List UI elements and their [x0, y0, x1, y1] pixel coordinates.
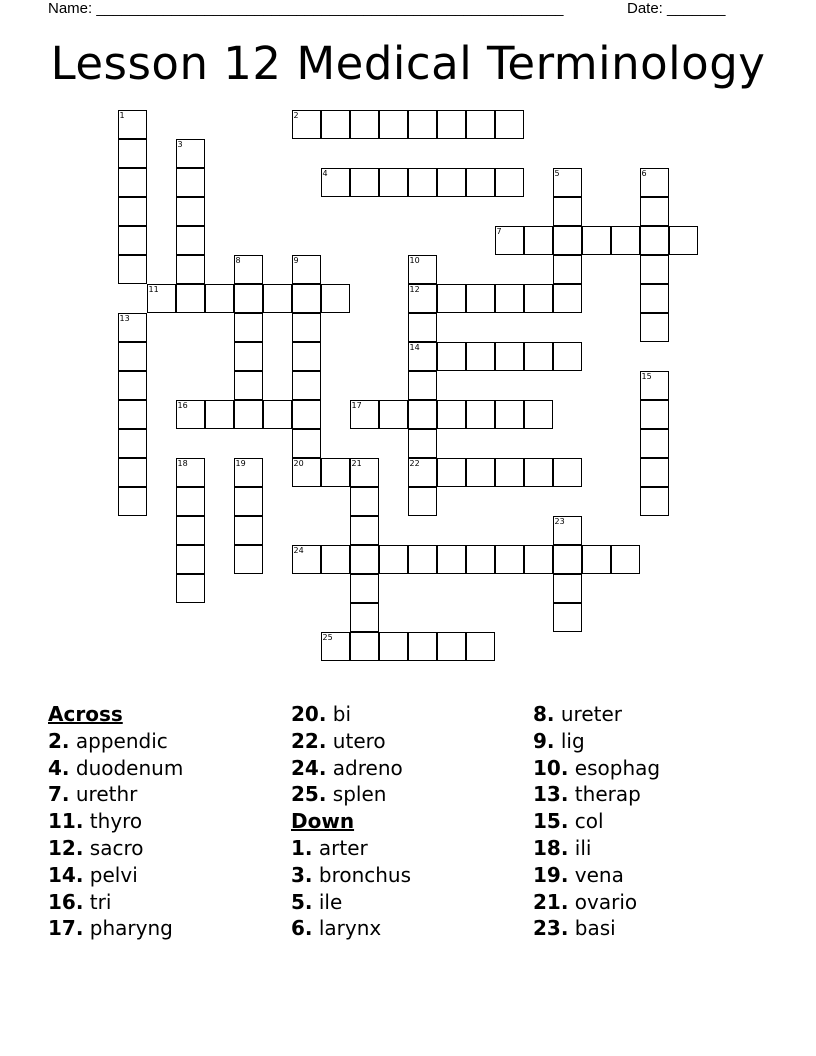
crossword-cell[interactable]: [495, 400, 524, 429]
crossword-cell[interactable]: [176, 487, 205, 516]
clue-number: 24: [293, 546, 304, 555]
clue-item-number: 2.: [48, 728, 70, 753]
crossword-cell[interactable]: [118, 255, 147, 284]
crossword-cell[interactable]: [292, 342, 321, 371]
crossword-cell[interactable]: [466, 545, 495, 574]
clue-item-number: 3.: [291, 862, 313, 887]
crossword-cell[interactable]: [437, 110, 466, 139]
clue-item: [48, 728, 183, 755]
clue-item: [533, 835, 660, 862]
crossword-cell[interactable]: [524, 458, 553, 487]
crossword-cell[interactable]: [495, 284, 524, 313]
crossword-cell[interactable]: [292, 545, 321, 574]
clue-item-number: 10.: [533, 755, 569, 780]
clue-item-text: ili: [568, 835, 592, 860]
crossword-cell[interactable]: [640, 168, 669, 197]
crossword-cell[interactable]: [640, 429, 669, 458]
crossword-cell[interactable]: [408, 110, 437, 139]
clue-section-heading: Across: [48, 702, 123, 726]
clue-item-text: duodenum: [69, 755, 184, 780]
crossword-cell[interactable]: [350, 487, 379, 516]
crossword-cell[interactable]: [408, 632, 437, 661]
date-field-label: Date: _______: [627, 0, 726, 17]
clue-column-3: [533, 701, 660, 942]
crossword-cell[interactable]: [466, 632, 495, 661]
crossword-cell[interactable]: [437, 545, 466, 574]
crossword-cell[interactable]: [176, 226, 205, 255]
crossword-cell[interactable]: [408, 168, 437, 197]
crossword-cell[interactable]: [640, 313, 669, 342]
crossword-cell[interactable]: [669, 226, 698, 255]
crossword-cell[interactable]: [437, 342, 466, 371]
crossword-cell[interactable]: [292, 458, 321, 487]
crossword-cell[interactable]: [234, 313, 263, 342]
crossword-cell[interactable]: [292, 400, 321, 429]
crossword-cell[interactable]: [553, 255, 582, 284]
clue-item-text: pharyng: [83, 916, 173, 941]
crossword-cell[interactable]: [176, 139, 205, 168]
crossword-cell[interactable]: [437, 168, 466, 197]
clue-item-number: 7.: [48, 782, 70, 807]
clue-item-number: 4.: [48, 755, 70, 780]
clue-item-number: 18.: [533, 835, 569, 860]
crossword-cell[interactable]: [582, 545, 611, 574]
crossword-cell[interactable]: [350, 110, 379, 139]
crossword-cell[interactable]: [640, 255, 669, 284]
crossword-cell[interactable]: [408, 458, 437, 487]
clue-item: [48, 755, 183, 782]
clue-item-text: vena: [568, 862, 624, 887]
crossword-cell[interactable]: [234, 284, 263, 313]
clue-number: 19: [235, 459, 246, 468]
crossword-cell[interactable]: [292, 429, 321, 458]
clue-item: [533, 728, 660, 755]
crossword-cell[interactable]: [176, 400, 205, 429]
crossword-cell[interactable]: [176, 574, 205, 603]
crossword-cell[interactable]: [234, 487, 263, 516]
clue-number: 3: [177, 140, 183, 149]
crossword-cell[interactable]: [350, 632, 379, 661]
crossword-cell[interactable]: [118, 487, 147, 516]
clue-item: [533, 701, 660, 728]
clue-item-text: splen: [326, 782, 387, 807]
crossword-cell[interactable]: [553, 603, 582, 632]
clue-item-number: 19.: [533, 862, 569, 887]
crossword-cell[interactable]: [321, 284, 350, 313]
clue-item: [48, 889, 183, 916]
clue-item-number: 20.: [291, 702, 327, 726]
crossword-cell[interactable]: [408, 429, 437, 458]
crossword-cell[interactable]: [466, 110, 495, 139]
clue-number: 6: [641, 169, 647, 178]
crossword-cell[interactable]: [350, 168, 379, 197]
crossword-cell[interactable]: [611, 545, 640, 574]
crossword-cell[interactable]: [350, 400, 379, 429]
crossword-cell[interactable]: [379, 545, 408, 574]
page-title: Lesson 12 Medical Terminology: [50, 37, 766, 90]
crossword-cell[interactable]: [350, 516, 379, 545]
crossword-cell[interactable]: [292, 313, 321, 342]
clue-item: [48, 862, 183, 889]
clue-number: 21: [351, 459, 362, 468]
crossword-cell[interactable]: [205, 400, 234, 429]
crossword-cell[interactable]: [321, 632, 350, 661]
crossword-cell[interactable]: [350, 458, 379, 487]
clue-item-number: 13.: [533, 782, 569, 807]
crossword-cell[interactable]: [408, 545, 437, 574]
crossword-cell[interactable]: [611, 226, 640, 255]
clue-item-text: col: [568, 809, 604, 834]
clue-item-number: 6.: [291, 916, 313, 941]
crossword-cell[interactable]: [118, 168, 147, 197]
clue-item-number: 17.: [48, 916, 84, 941]
clue-item-number: 15.: [533, 809, 569, 834]
clue-number: 12: [409, 285, 420, 294]
crossword-cell[interactable]: [640, 487, 669, 516]
clue-number: 25: [322, 633, 333, 642]
clue-column-2: [291, 701, 411, 942]
clue-item-text: lig: [554, 728, 585, 753]
crossword-cell[interactable]: [118, 342, 147, 371]
clue-item: [291, 728, 411, 755]
crossword-cell[interactable]: [379, 632, 408, 661]
crossword-cell[interactable]: [437, 458, 466, 487]
clue-item: [291, 781, 411, 808]
crossword-cell[interactable]: [524, 400, 553, 429]
clue-item: [533, 781, 660, 808]
crossword-cell[interactable]: [524, 284, 553, 313]
clue-item: [291, 835, 411, 862]
crossword-cell[interactable]: [176, 197, 205, 226]
crossword-cell[interactable]: [263, 400, 292, 429]
clue-number: 17: [351, 401, 362, 410]
clue-number: 7: [496, 227, 502, 236]
name-field-label: Name: ________________________________________________________: [48, 0, 564, 17]
crossword-cell[interactable]: [176, 255, 205, 284]
crossword-cell[interactable]: [205, 284, 234, 313]
crossword-cell[interactable]: [176, 168, 205, 197]
clue-number: 4: [322, 169, 328, 178]
crossword-cell[interactable]: [350, 545, 379, 574]
clue-number: 20: [293, 459, 304, 468]
crossword-cell[interactable]: [234, 400, 263, 429]
crossword-cell[interactable]: [640, 458, 669, 487]
crossword-cell[interactable]: [176, 545, 205, 574]
clue-item: [291, 701, 411, 728]
clue-item: [533, 889, 660, 916]
crossword-cell[interactable]: [321, 545, 350, 574]
crossword-cell[interactable]: [176, 284, 205, 313]
crossword-cell[interactable]: [379, 168, 408, 197]
crossword-cell[interactable]: [524, 545, 553, 574]
clue-item-number: 11.: [48, 809, 84, 834]
clue-item-number: 16.: [48, 889, 84, 914]
crossword-cell[interactable]: [466, 458, 495, 487]
clue-item-number: 22.: [291, 728, 327, 753]
crossword-cell[interactable]: [234, 516, 263, 545]
crossword-cell[interactable]: [408, 255, 437, 284]
crossword-cell[interactable]: [553, 574, 582, 603]
clue-number: 10: [409, 256, 420, 265]
clue-item: [291, 889, 411, 916]
crossword-cell[interactable]: [118, 226, 147, 255]
crossword-cell[interactable]: [640, 400, 669, 429]
crossword-cell[interactable]: [234, 342, 263, 371]
crossword-cell[interactable]: [234, 255, 263, 284]
clue-item: [291, 915, 411, 942]
crossword-cell[interactable]: [321, 110, 350, 139]
crossword-cell[interactable]: [640, 371, 669, 400]
clue-item: [533, 862, 660, 889]
crossword-cell[interactable]: [234, 458, 263, 487]
crossword-cell[interactable]: [263, 284, 292, 313]
crossword-cell[interactable]: [234, 371, 263, 400]
clue-item: [48, 915, 183, 942]
clue-column-1: [48, 701, 183, 942]
crossword-cell[interactable]: [553, 197, 582, 226]
clue-item-text: appendic: [69, 728, 168, 753]
clue-item: [48, 781, 183, 808]
crossword-cell[interactable]: [553, 226, 582, 255]
crossword-cell[interactable]: [118, 458, 147, 487]
clue-number: 11: [148, 285, 159, 294]
clue-item-text: sacro: [83, 835, 144, 860]
crossword-cell[interactable]: [292, 255, 321, 284]
crossword-cell[interactable]: [350, 603, 379, 632]
crossword-cell[interactable]: [466, 342, 495, 371]
crossword-cell[interactable]: [379, 400, 408, 429]
clue-item-number: 14.: [48, 862, 84, 887]
clue-item: [533, 915, 660, 942]
clue-item-text: tri: [83, 889, 112, 914]
clue-number: 2: [293, 111, 299, 120]
clue-number: 8: [235, 256, 241, 265]
crossword-cell[interactable]: [437, 284, 466, 313]
clue-number: 1: [119, 111, 125, 120]
clue-item: [291, 755, 411, 782]
clue-number: 14: [409, 343, 420, 352]
clue-item-number: 25.: [291, 782, 327, 807]
crossword-cell[interactable]: [640, 197, 669, 226]
crossword-cell[interactable]: [553, 458, 582, 487]
crossword-cell[interactable]: [495, 110, 524, 139]
clue-item-number: 12.: [48, 835, 84, 860]
clue-item-text: basi: [568, 916, 616, 941]
crossword-cell[interactable]: [292, 110, 321, 139]
crossword-cell[interactable]: [495, 342, 524, 371]
crossword-cell[interactable]: [640, 226, 669, 255]
crossword-cell[interactable]: [408, 284, 437, 313]
clue-item-text: ovario: [568, 889, 638, 914]
clue-item-text: ureter: [554, 702, 623, 726]
clue-item-text: thyro: [83, 809, 143, 834]
clue-number: 22: [409, 459, 420, 468]
crossword-cell[interactable]: [118, 139, 147, 168]
crossword-cell[interactable]: [321, 168, 350, 197]
clue-item: [533, 755, 660, 782]
clue-number: 18: [177, 459, 188, 468]
clue-item-text: bronchus: [312, 862, 412, 887]
crossword-cell[interactable]: [118, 110, 147, 139]
crossword-cell[interactable]: [176, 516, 205, 545]
crossword-cell[interactable]: [466, 284, 495, 313]
clue-item-number: 9.: [533, 728, 555, 753]
crossword-cell[interactable]: [408, 487, 437, 516]
crossword-cell[interactable]: [321, 458, 350, 487]
crossword-cell[interactable]: [553, 168, 582, 197]
clue-item-text: therap: [568, 782, 641, 807]
crossword-cell[interactable]: [524, 342, 553, 371]
clue-item-text: pelvi: [83, 862, 138, 887]
crossword-cell[interactable]: [176, 458, 205, 487]
clue-number: 16: [177, 401, 188, 410]
crossword-cell[interactable]: [524, 226, 553, 255]
crossword-cell[interactable]: [495, 458, 524, 487]
crossword-cell[interactable]: [553, 545, 582, 574]
crossword-cell[interactable]: [437, 632, 466, 661]
clue-item-number: 8.: [533, 702, 555, 726]
crossword-cell[interactable]: [640, 284, 669, 313]
clue-item-text: esophag: [568, 755, 661, 780]
clue-item-number: 21.: [533, 889, 569, 914]
clue-item-text: adreno: [326, 755, 403, 780]
clue-number: 13: [119, 314, 130, 323]
crossword-cell[interactable]: [350, 574, 379, 603]
crossword-cell[interactable]: [582, 226, 611, 255]
clue-item-text: larynx: [312, 916, 382, 941]
clue-item-number: 5.: [291, 889, 313, 914]
clue-number: 15: [641, 372, 652, 381]
clue-item: [48, 808, 183, 835]
clue-number: 9: [293, 256, 299, 265]
clue-item-text: ile: [312, 889, 343, 914]
crossword-cell[interactable]: [118, 429, 147, 458]
clue-number: 23: [554, 517, 565, 526]
clue-item-text: urethr: [69, 782, 138, 807]
crossword-cell[interactable]: [495, 545, 524, 574]
clue-item-text: utero: [326, 728, 386, 753]
crossword-cell[interactable]: [118, 313, 147, 342]
crossword-cell[interactable]: [466, 168, 495, 197]
crossword-cell[interactable]: [553, 342, 582, 371]
crossword-cell[interactable]: [379, 110, 408, 139]
crossword-cell[interactable]: [118, 197, 147, 226]
clue-item-number: 1.: [291, 835, 313, 860]
clue-section-heading: Down: [291, 809, 355, 834]
clue-item: [533, 808, 660, 835]
clue-item-text: arter: [312, 835, 368, 860]
clue-item-number: 24.: [291, 755, 327, 780]
crossword-cell[interactable]: [292, 284, 321, 313]
clue-item-number: 23.: [533, 916, 569, 941]
crossword-cell[interactable]: [437, 400, 466, 429]
crossword-cell[interactable]: [495, 168, 524, 197]
clue-item: [48, 835, 183, 862]
crossword-cell[interactable]: [408, 371, 437, 400]
crossword-cell[interactable]: [466, 400, 495, 429]
crossword-cell[interactable]: [408, 313, 437, 342]
crossword-cell[interactable]: [292, 371, 321, 400]
crossword-cell[interactable]: [147, 284, 176, 313]
crossword-cell[interactable]: [408, 342, 437, 371]
clue-number: 5: [554, 169, 560, 178]
crossword-cell[interactable]: [118, 400, 147, 429]
clue-item-text: bi: [326, 702, 352, 726]
clue-item: [291, 862, 411, 889]
crossword-cell[interactable]: [495, 226, 524, 255]
crossword-cell[interactable]: [118, 371, 147, 400]
crossword-cell[interactable]: [553, 516, 582, 545]
crossword-cell[interactable]: [553, 284, 582, 313]
crossword-cell[interactable]: [408, 400, 437, 429]
crossword-cell[interactable]: [234, 545, 263, 574]
